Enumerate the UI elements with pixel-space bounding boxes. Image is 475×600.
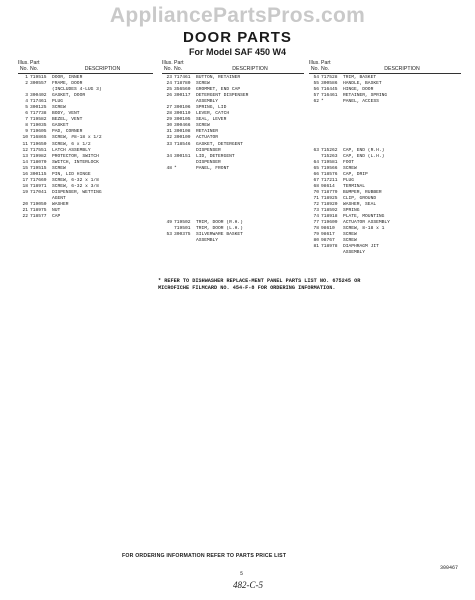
part-description: LEVER, CATCH [196,111,230,117]
part-number: 715263 [321,153,338,159]
parts-column-2 [162,60,304,244]
parts-row [309,250,461,256]
illus-number: 19 [22,189,28,195]
part-description: LATCH ASSEMBLY [52,147,91,153]
part-description: SCREW [343,232,357,238]
part-description: SCREW [196,123,210,129]
column-header-bottom [309,66,461,74]
illus-number: 32 [166,135,172,141]
illus-number: 64 [313,159,319,165]
part-number: 717461 [30,99,47,105]
part-number: * [174,165,177,171]
illus-number: 81 [313,244,319,250]
illus-number [162,238,174,244]
part-description: GASKET, DETERGENT [196,141,243,147]
illus-number: 14 [22,159,28,165]
part-number: 719581 [321,159,338,165]
illus-number [309,250,321,256]
part-number: 300151 [174,153,191,159]
column-header-bottom [162,66,304,74]
part-number: 300466 [174,123,191,129]
illus-number: 11 [22,141,28,147]
part-number: 717528 [321,75,338,80]
handwritten-note: 482-C-5 [233,580,263,590]
header-description: DESCRIPTION [384,66,420,72]
part-number: 718577 [30,214,47,220]
illus-number: 74 [313,214,319,220]
part-description: SCREW, 6 x 1/2 [52,141,91,147]
illus-number: 27 [166,105,172,111]
illus-number: 4 [25,99,28,105]
part-description: PANEL, FRONT [196,165,230,171]
illus-number: 68 [313,183,319,189]
part-number: 719566 [321,165,338,171]
header-no2: No. [30,66,39,72]
illus-number: 48 [166,165,172,171]
replacement-panel-note: * REFER TO DISHWASHER REPLACE-MENT PANEL PARTS LIST NO. 675245 OR MICROFICHE FILMCARD NO. 454-F-8 FOR ORDERING INFORMATION. [158,278,361,291]
part-description: WASHER, SEAL [343,201,377,207]
part-number: 98610 [321,226,335,232]
part-description: SCREW [343,165,357,171]
page-subtitle: For Model SAF 450 W4 [188,47,286,57]
part-description: HANDLE, BASKET [343,81,382,87]
part-number: 718779 [321,189,338,195]
illus-number: 79 [313,232,319,238]
part-number: 300115 [30,171,47,177]
part-description: PLUG [52,99,64,105]
parts-row [18,214,153,220]
illus-number: 71 [313,195,319,201]
header-description: DESCRIPTION [84,66,121,72]
illus-number: 31 [166,129,172,135]
illus-number: 30 [166,123,172,129]
illus-number: 10 [22,135,28,141]
part-description: (INCLUDES 4-LUG 3) [52,87,102,93]
illus-number: 21 [22,208,28,214]
ordering-footer: FOR ORDERING INFORMATION REFER TO PARTS PRICE LIST [122,553,287,559]
parts-column-1 [18,60,153,220]
part-description: CLIP, GROUND [343,195,377,201]
part-description: SPRING, LID [196,105,227,111]
illus-number: 24 [166,81,172,87]
part-number: 300117 [174,93,191,99]
illus-number: 17 [22,177,28,183]
part-description: DIAPHRAGM JIT [343,244,379,250]
illus-number: 16 [22,171,28,177]
header-no: No. [163,66,172,72]
part-description: GASKET, DOOR [52,93,86,99]
part-number: 718546 [174,141,191,147]
illus-number: 55 [313,81,319,87]
illus-number: 66 [313,171,319,177]
illus-number: 78 [313,226,319,232]
illus-number: 3 [25,93,28,99]
page-title: DOOR PARTS [183,29,292,46]
illus-number: 22 [22,214,28,220]
illus-number: 80 [313,238,319,244]
part-number: 718975 [30,208,47,214]
part-description: SCREW [52,105,66,111]
part-description: DISPENSER [196,147,221,153]
illus-number: 65 [313,165,319,171]
part-description: TRIM, BASKET [343,75,377,80]
part-number: 98614 [321,183,335,189]
part-number: 719050 [30,201,47,207]
part-number: 300557 [30,81,47,87]
part-number: 715262 [321,147,338,153]
part-number: 300106 [174,105,191,111]
part-description: ASSEMBLY [343,250,366,256]
part-description: SEAL, LEVER [196,117,227,123]
header-no2: No. [174,66,183,72]
illus-number: 33 [166,141,172,147]
part-description: WASHER [52,201,69,207]
illus-number: 23 [166,75,172,80]
illus-number: 28 [166,111,172,117]
part-description: GASKET [52,123,69,129]
part-number: 716865 [30,135,47,141]
part-number: 300109 [174,135,191,141]
part-description: ASSEMBLY [196,238,219,244]
part-description: SCREW, #8-18 x 1/2 [52,135,102,141]
part-number: 719650 [30,141,47,147]
part-number: 717211 [321,177,338,183]
illus-number: 6 [25,111,28,117]
illus-number: 34 [166,153,172,159]
illus-number: 13 [22,153,28,159]
part-description: ACTUATOR [196,135,219,141]
part-description: CAP, END (R.H.) [343,147,385,153]
part-description: AGENT [52,195,66,201]
part-number: 719515 [30,75,47,80]
illus-number: 25 [166,87,172,93]
header-no: No. [310,66,319,72]
part-number: 718576 [321,171,338,177]
part-description: PROTECTOR, SWITCH [52,153,99,159]
illus-number: 67 [313,177,319,183]
part-number: 717551 [30,147,47,153]
part-description: DETERGENT DISPENSER [196,93,249,99]
part-description: RETAINER, SPRING [343,93,388,99]
part-description: NUT [52,208,61,214]
illus-number: 1 [25,75,28,80]
illus-number: 5 [25,105,28,111]
part-description: LID, DETERGENT [196,153,235,159]
illus-number: 26 [166,93,172,99]
header-description: DESCRIPTION [232,66,268,72]
part-description: SWITCH, INTERLOCK [52,159,99,165]
illus-number: 70 [313,189,319,195]
part-description: BUTTON, RETAINER [196,75,241,80]
part-description: TRIM, DOOR (L.H.) [196,226,243,232]
illus-number: 20 [22,201,28,207]
illus-number: 15 [22,165,28,171]
illus-number: 57 [313,93,319,99]
part-description: CAP, DRIP [343,171,368,177]
illus-number: 8 [25,123,28,129]
part-number: 719982 [30,153,47,159]
illus-number: 73 [313,208,319,214]
illus-number: 72 [313,201,319,207]
illus-number: 7 [25,117,28,123]
parts-row [162,238,304,244]
part-description: SILVERWARE BASKET [196,232,243,238]
part-number [174,238,196,244]
part-number: 719502 [174,220,191,226]
part-number: 719501 [174,226,191,232]
part-description: CAP [52,214,61,220]
part-description: BODY, VENT [52,111,80,117]
part-number: 718070 [30,159,47,165]
part-number: 717669 [30,177,47,183]
part-description: SCREW, 8-18 x 1 [343,226,385,232]
part-description: DISPENSER, WETTING [52,189,102,195]
part-description: ASSEMBLY [196,99,219,105]
part-description: DOOR, INNER [52,75,83,80]
part-number: 300402 [30,93,47,99]
part-description: FOOT [343,159,355,165]
part-description: PIN, LID HINGE [52,171,91,177]
watermark: AppliancePartsPros.com [109,4,366,27]
part-number [321,250,343,256]
part-number: 718592 [321,208,338,214]
part-number: 718971 [30,183,47,189]
part-number: 719515 [30,165,47,171]
part-number: 716461 [321,93,338,99]
part-description: SCREW [52,165,66,171]
part-number: 719609 [321,220,338,226]
part-description: ACTUATOR ASSEMBLY [343,220,390,226]
part-description: PANEL, ACCESS [343,99,379,105]
header-no: No. [19,66,28,72]
header-part: Part [30,60,40,66]
part-number: 718918 [321,214,338,220]
part-description: PAD, CORNER [52,129,83,135]
part-number: 300125 [30,105,47,111]
part-description: SCREW, 6-32 x 3/8 [52,183,99,189]
part-number: 98617 [321,232,335,238]
part-number: 719605 [30,129,47,135]
part-number: 718780 [174,81,191,87]
part-number: 717738 [30,111,47,117]
illus-number: 62 [313,99,319,105]
part-description: BUMPER, RUBBER [343,189,382,195]
illus-number: 77 [313,220,319,226]
header-part: Part [321,60,331,66]
illus-number: 54 [313,75,319,80]
part-number: 300110 [174,111,191,117]
part-description: CAP, END (L.H.) [343,153,385,159]
illus-number: 63 [313,147,319,153]
part-description: SCREW [196,81,210,87]
illus-number: 18 [22,183,28,189]
illus-number: 29 [166,117,172,123]
part-description: TERMINAL [343,183,366,189]
header-no2: No. [321,66,330,72]
part-description: BEZEL, VENT [52,117,83,123]
illus-number: 56 [313,87,319,93]
part-description: PLUG [343,177,355,183]
part-number: 98767 [321,238,335,244]
illus-number: 12 [22,147,28,153]
header-part: Part [174,60,184,66]
part-description: RETAINER [196,129,219,135]
part-description: FRAME, DOOR [52,81,83,87]
part-description: GROMMET, END CAP [196,87,241,93]
part-number: 719582 [30,117,47,123]
header-illus: Illus. [162,60,173,66]
part-number: 356560 [174,87,191,93]
illus-number: 49 [166,220,172,226]
header-illus: Illus. [309,60,320,66]
illus-number: 9 [25,129,28,135]
document-number: 300467 [440,565,459,571]
parts-column-3 [309,60,461,256]
part-number: 717461 [174,75,191,80]
part-number: 300375 [174,232,191,238]
part-number: 300105 [174,117,191,123]
part-description: PLATE, MOUNTING [343,214,385,220]
part-description: SCREW, 6-32 x 1/8 [52,177,99,183]
part-description: DISPENSER [196,159,221,165]
illus-number: 2 [25,81,28,87]
part-number: 716445 [321,87,338,93]
part-number: * [321,99,324,105]
part-number: 718925 [321,195,338,201]
part-description: SCREW [343,238,357,244]
part-number: 300586 [321,81,338,87]
part-description: HINGE, DOOR [343,87,374,93]
part-number: 718920 [321,201,338,207]
part-number: 717041 [30,189,47,195]
part-number: 719035 [30,123,47,129]
part-number: 300108 [174,129,191,135]
part-description: SPRING [343,208,360,214]
part-number: 718978 [321,244,338,250]
illus-number: 53 [166,232,172,238]
page-number: 5 [240,571,244,577]
part-description: TRIM, DOOR (R.H.) [196,220,243,226]
header-illus: Illus. [18,60,29,66]
column-header-bottom [18,66,153,74]
